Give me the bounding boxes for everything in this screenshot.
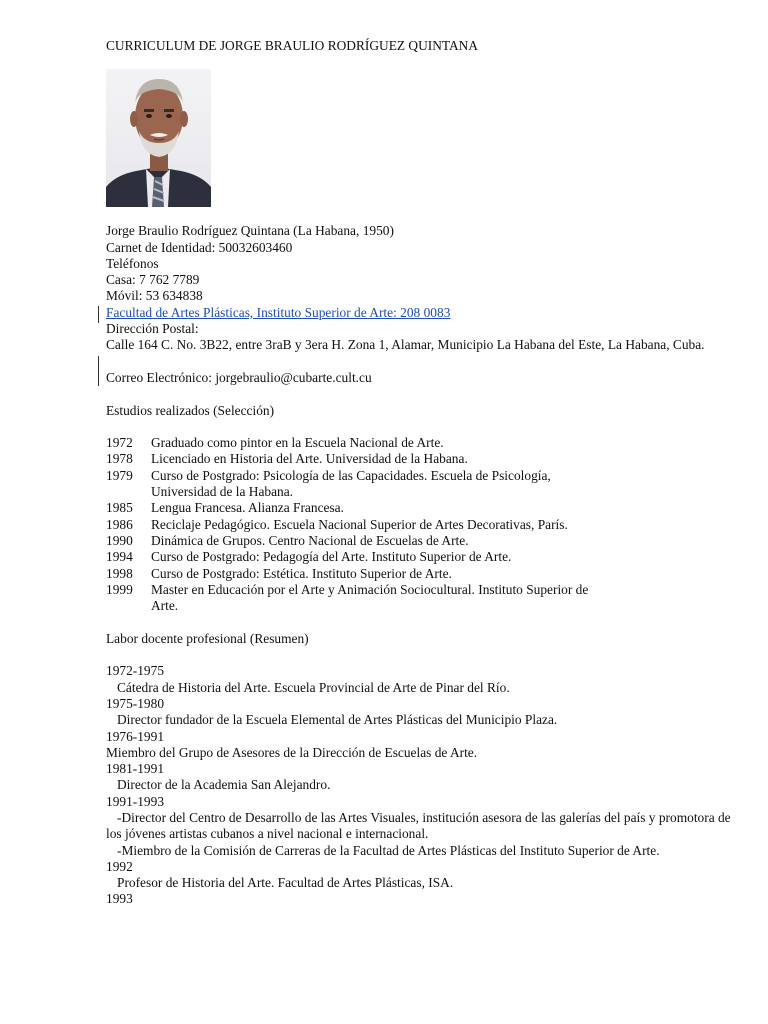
study-text: Dinámica de Grupos. Centro Nacional de Escuelas de Arte. (151, 532, 469, 548)
portrait-photo (106, 69, 211, 207)
list-item (106, 517, 746, 533)
teaching-text: -Miembro de la Comisión de Carreras de la Facultad de Artes Plásticas del Instituto Superior de Arte. (117, 842, 660, 858)
study-text: Graduado como pintor en la Escuela Nacional de Arte. (151, 435, 444, 451)
teaching-years: 1972-1975 (106, 663, 165, 679)
id-line: Carnet de Identidad: 50032603460 (106, 239, 293, 255)
teaching-years: 1991-1993 (106, 793, 165, 809)
list-item (106, 451, 746, 467)
study-year: 1999 (106, 581, 133, 597)
list-item (106, 435, 746, 451)
study-year: 1998 (106, 565, 133, 581)
teaching-years: 1976-1991 (106, 728, 165, 744)
home-phone: Casa: 7 762 7789 (106, 272, 200, 288)
list-item (106, 582, 746, 615)
teaching-years: 1992 (106, 858, 133, 874)
study-text: Curso de Postgrado: Estética. Instituto Superior de Arte. (151, 565, 452, 581)
mobile-phone: Móvil: 53 634838 (106, 288, 203, 304)
phones-label: Teléfonos (106, 255, 159, 271)
study-year: 1994 (106, 549, 133, 565)
teaching-text: Director de la Academia San Alejandro. (117, 777, 331, 793)
portrait-image (106, 69, 211, 207)
studies-list (106, 435, 746, 614)
study-text: Licenciado en Historia del Arte. Universidad de la Habana. (151, 451, 468, 467)
teaching-text: Miembro del Grupo de Asesores de la Dirección de Escuelas de Arte. (106, 744, 478, 760)
postal-address: Calle 164 C. No. 3B22, entre 3raB y 3era H. Zona 1, Alamar, Municipio La Habana del Este, La Habana, Cuba. (106, 337, 705, 353)
list-item (106, 500, 746, 516)
teaching-years: 1975-1980 (106, 695, 165, 711)
list-item (106, 549, 746, 565)
postal-label: Dirección Postal: (106, 321, 199, 337)
study-text: Reciclaje Pedagógico. Escuela Nacional Superior de Artes Decorativas, París. (151, 516, 568, 532)
email-line: Correo Electrónico: jorgebraulio@cubarte.cult.cu (106, 369, 372, 385)
teaching-text: Profesor de Historia del Arte. Facultad de Artes Plásticas, ISA. (117, 875, 454, 891)
teaching-text: Cátedra de Historia del Arte. Escuela Provincial de Arte de Pinar del Río. (117, 679, 510, 695)
work-phone-link[interactable]: Facultad de Artes Plásticas, Instituto Superior de Arte: 208 0083 (106, 304, 451, 320)
document-title: CURRICULUM DE JORGE BRAULIO RODRÍGUEZ QUINTANA (106, 38, 478, 53)
text-cursor-marker (98, 306, 99, 323)
study-text: Curso de Postgrado: Psicología de las Capacidades. Escuela de Psicología, Universidad de la Habana. (151, 467, 551, 500)
teaching-years: 1981-1991 (106, 761, 165, 777)
teaching-text: Director fundador de la Escuela Elemental de Artes Plásticas del Municipio Plaza. (117, 712, 558, 728)
study-year: 1986 (106, 516, 133, 532)
study-year: 1978 (106, 451, 133, 467)
teaching-heading: Labor docente profesional (Resumen) (106, 630, 309, 646)
study-year: 1972 (106, 435, 133, 451)
study-text: Curso de Postgrado: Pedagogía del Arte. Instituto Superior de Arte. (151, 549, 512, 565)
text-cursor-marker (98, 356, 99, 386)
teaching-text: -Director del Centro de Desarrollo de las Artes Visuales, institución asesora de las galerías del país y promotora de los jóvenes artistas cubanos a nivel nacional e internacional. (106, 809, 731, 842)
study-text: Lengua Francesa. Alianza Francesa. (151, 500, 344, 516)
study-year: 1990 (106, 532, 133, 548)
document-page (106, 38, 746, 908)
teaching-years: 1993 (106, 891, 133, 907)
study-text: Master en Educación por el Arte y Animación Sociocultural. Instituto Superior de Arte. (151, 581, 589, 614)
name-line: Jorge Braulio Rodríguez Quintana (La Habana, 1950) (106, 223, 394, 239)
study-year: 1979 (106, 467, 133, 483)
list-item (106, 566, 746, 582)
personal-info-section (106, 223, 746, 907)
teaching-list (106, 663, 746, 907)
studies-heading: Estudios realizados (Selección) (106, 402, 275, 418)
list-item (106, 533, 746, 549)
list-item (106, 468, 746, 501)
study-year: 1985 (106, 500, 133, 516)
